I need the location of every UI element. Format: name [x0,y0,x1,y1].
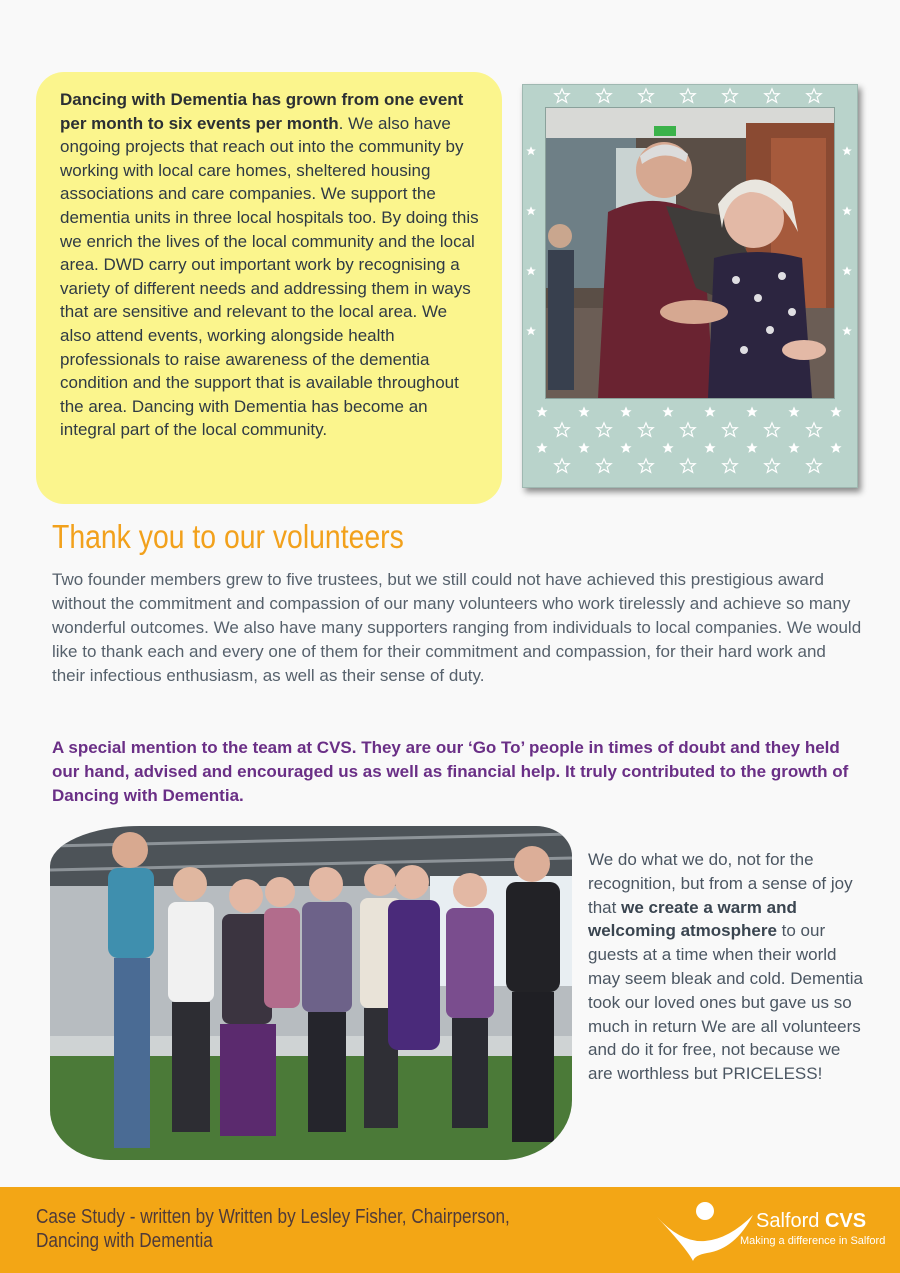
side-text-bold: we create a warm and welcoming atmosphere [588,897,797,941]
footer-line-2: Dancing with Dementia [36,1230,213,1252]
person-swoosh-icon [655,1199,755,1263]
callout-box [36,72,502,504]
side-text-after: to our guests at a time when their world may seem bleak and cold. Dementia took our loved ones but gave us so much in return We are all volunteers and do it for free, not because we are worthless but PRICELESS! [588,921,863,1084]
side-paragraph [588,848,868,1086]
footer-bar [0,1187,900,1273]
logo-name [756,1210,866,1233]
logo-name-bold: CVS [824,1210,867,1232]
logo-name-regular: Salford [756,1210,825,1232]
salford-cvs-logo [655,1199,890,1263]
couple-image [545,107,835,399]
logo-tagline: Making a difference in Salford [740,1235,886,1247]
callout-body: . We also have ongoing projects that reach out into the community by working with local care homes, sheltered housing associations and care companies. We support the dementia units in three local hospitals too. By doing this we enrich the lives of the local community and the local area. DWD carry out important work by recognising a variety of different needs and addressing them in ways that are sensitive and relevant to the local area. We also attend events, working alongside health professionals to raise awareness of the dementia condition and the support that is available throughout the area. Dancing with Dementia has become an integral part of the local community. [60,113,479,440]
volunteers-paragraph: Two founder members grew to five trustees, but we still could not have achieved this prestigious award without the commitment and compassion of our many volunteers who work tirelessly and achieve so many wonderful outcomes. We also have many supporters ranging from individuals to local companies. We would like to thank each and every one of them for their commitment and compassion, for their hard work and their infectious enthusiasm, as well as their sense of duty. [52,570,862,685]
volunteers-group-photo [50,826,572,1160]
special-mention-paragraph: A special mention to the team at CVS. They are our ‘Go To’ people in times of doubt and they held our hand, advised and encouraged us as well as financial help. It truly contributed to the growth of Dancing with Dementia. [52,738,849,805]
footer-credit [36,1205,552,1253]
side-text-before: We do what we do, not for the recognition, but from a sense of joy that [588,850,853,917]
section-title: Thank you to our volunteers [52,518,404,555]
callout-bold-lead: Dancing with Dementia has grown from one event per month to six events per month [60,90,464,133]
dancing-couple-photo-frame [522,84,858,488]
footer-line-1: Case Study - written by Written by Lesley Fisher, Chairperson, [36,1206,510,1228]
